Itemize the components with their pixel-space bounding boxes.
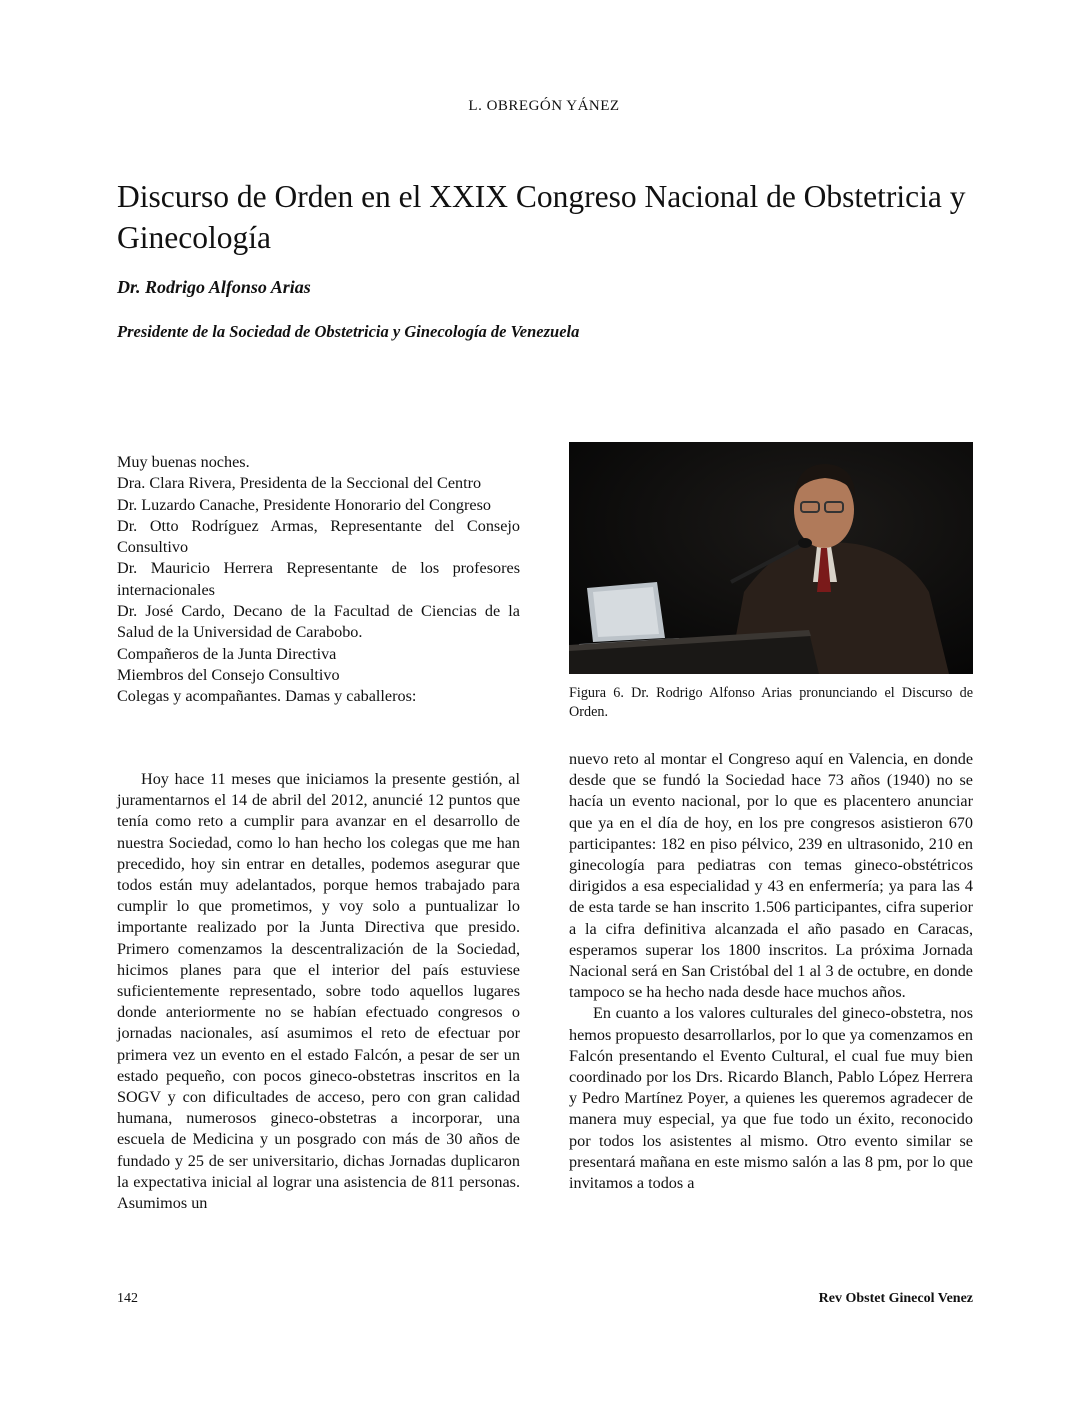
- body-column-right: [569, 749, 973, 1194]
- author-affiliation: Presidente de la Sociedad de Obstetricia y Ginecología de Venezuela: [117, 322, 580, 341]
- body-paragraph: En cuanto a los valores culturales del gineco-obstetra, nos hemos propuesto desarrollarlos, por lo que ya comenzamos en Falcón presentando el Evento Cultural, el cual fue muy bien coordinado por los Drs. Ricardo Blanch, Pablo López Herrera y Pedro Martínez Poyer, a quienes les queremos agradecer de manera muy especial, ya que fue todo un éxito, reconocido por todos los asistentes al mismo. Otro evento similar se presentará mañana en este mismo salón a las 8 pm, por lo que invitamos a todos a: [569, 1004, 973, 1193]
- page-number: 142: [117, 1291, 138, 1306]
- body-paragraph: nuevo reto al montar el Congreso aquí en Valencia, en donde desde que se fundó la Sociedad hace 73 años (1940) no se hacía un evento nacional, por lo que es placentero anunciar que ya en el día de hoy, en los pre congresos asistieron 670 participantes: 182 en piso pélvico, 239 en ultrasonido, 210 en ginecología para pediatras con temas gineco-obstétricos dirigidos a esa especialidad y 43 en enfermería; ya para las 4 de esta tarde se han inscrito 1.506 participantes, cifra superior a la cifra definitiva alcanzada el año pasado en Caracas, esperamos superar los 1800 inscritos. La próxima Jornada Nacional será en San Cristóbal del 1 al 3 de octubre, en donde tampoco se ha hecho nada desde hace muchos años.: [569, 750, 973, 1002]
- article-author: Dr. Rodrigo Alfonso Arias: [117, 277, 311, 297]
- running-head: L. OBREGÓN YÁNEZ: [468, 98, 620, 114]
- greetings-block: [117, 452, 520, 708]
- body-paragraph: Hoy hace 11 meses que iniciamos la presente gestión, al juramentarnos el 14 de abril del 2012, anuncié 12 puntos que tenía como reto a cumplir para avanzar en el desarrollo de nuestra Sociedad, como lo han hecho los colegas que me han precedido, hoy sin entrar en detalles, podemos asegurar que todos están muy adelantados, porque hemos trabajado para cumplir lo que prometimos, y voy solo a puntualizar lo importante realizado por la Junta Directiva que presido. Primero comenzamos la descentralización de la Sociedad, hicimos planes para que el interior del país estuviese suficientemente representado, sobre todo aquellos lugares donde anteriormente no se habían efectuado congresos o jornadas nacionales, así asumimos el reto de efectuar por primera vez un evento en el estado Falcón, a pesar de ser un estado pequeño, con pocos gineco-obstetras inscritos en la SOGV y con dificultades de acceso, pero con gran calidad humana, numerosos gineco-obstetras a incorporar, una escuela de Medicina y un posgrado con más de 30 años de fundado y 25 de ser universitario, dichas Jornadas duplicaron la expectativa inicial al lograr una asistencia de 811 personas. Asumimos un: [117, 770, 520, 1213]
- article-title: Discurso de Orden en el XXIX Congreso Nacional de Obstetricia y Ginecología: [117, 179, 966, 255]
- body-column-left: [117, 769, 520, 1214]
- greeting-line: Compañeros de la Junta Directiva: [117, 644, 337, 663]
- journal-name: Rev Obstet Ginecol Venez: [818, 1291, 973, 1306]
- greeting-line: Dr. José Cardo, Decano de la Facultad de Ciencias de la Salud de la Universidad de Carabobo.: [117, 602, 520, 642]
- greeting-line: Dr. Luzardo Canache, Presidente Honorario del Congreso: [117, 495, 491, 514]
- greeting-line: Muy buenas noches.: [117, 453, 250, 471]
- greeting-line: Miembros del Consejo Consultivo: [117, 665, 340, 684]
- greeting-line: Colegas y acompañantes. Damas y caballeros:: [117, 687, 417, 706]
- greeting-line: Dr. Otto Rodríguez Armas, Representante del Consejo Consultivo: [117, 516, 520, 557]
- figure-caption: Figura 6. Dr. Rodrigo Alfonso Arias pronunciando el Discurso de Orden.: [569, 685, 973, 720]
- figure-photo: [569, 442, 973, 674]
- greeting-line: Dra. Clara Rivera, Presidenta de la Seccional del Centro: [117, 474, 482, 493]
- greeting-line: Dr. Mauricio Herrera Representante de los profesores internacionales: [117, 559, 520, 599]
- speaker-photo-illustration: [569, 442, 973, 674]
